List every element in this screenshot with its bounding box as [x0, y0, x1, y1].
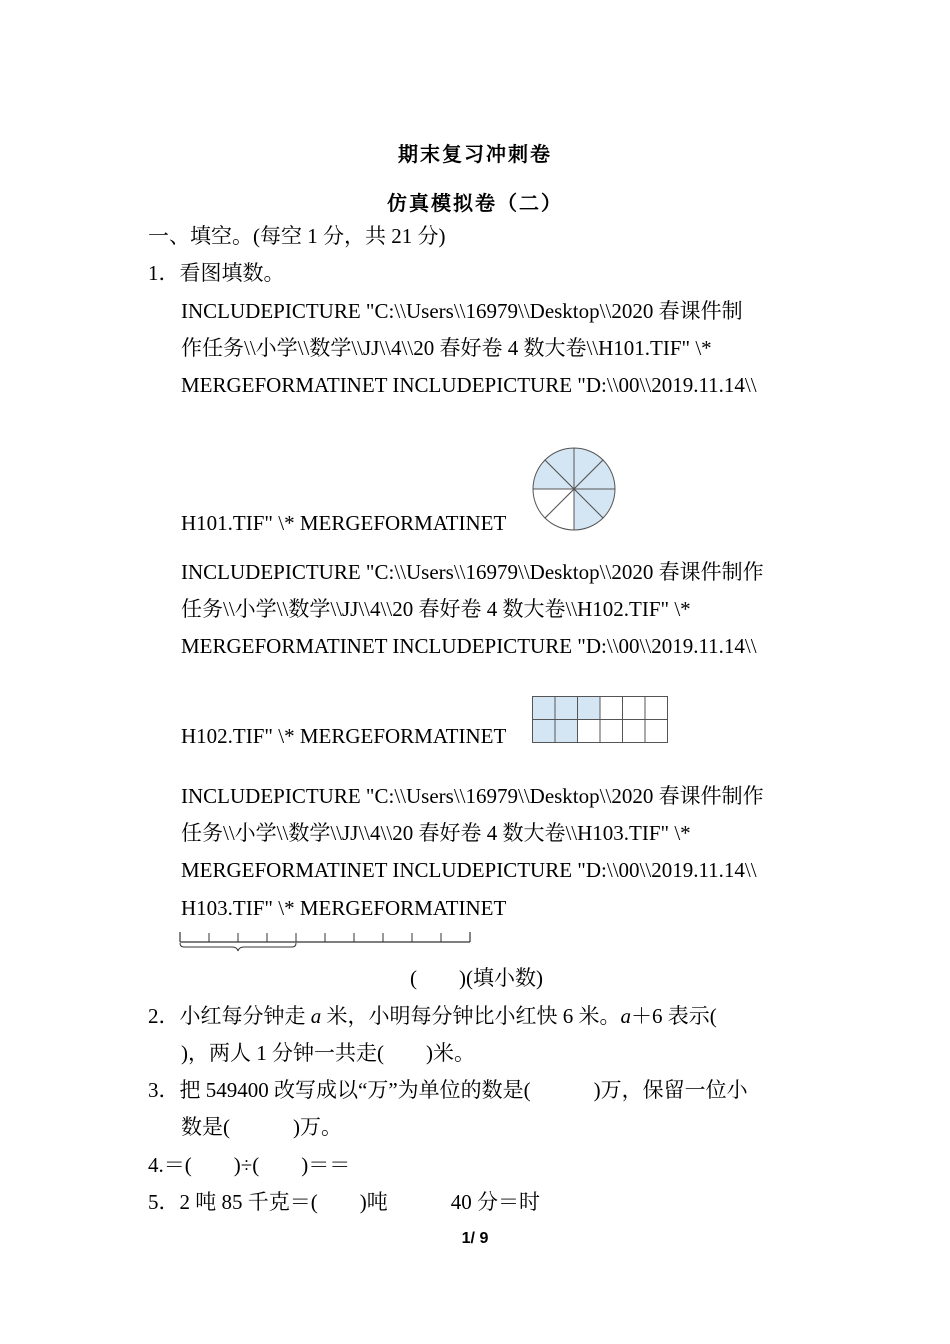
segment-brace [180, 943, 296, 951]
field-code-line: MERGEFORMATINET INCLUDEPICTURE "D:\\00\\2019.11.14\\ [181, 373, 757, 397]
grid-cell-shaded [533, 720, 556, 743]
grid-cell [645, 720, 668, 743]
grid-cell-shaded [555, 697, 578, 720]
question-2-line-2: )，两人 1 分钟一共走( )米。 [181, 1041, 475, 1065]
grid-cell [645, 697, 668, 720]
variable-a: a [620, 1004, 631, 1028]
grid-cell-shaded [555, 720, 578, 743]
field-code-line: H102.TIF" \* MERGEFORMATINET [181, 724, 507, 748]
grid-cell [600, 697, 623, 720]
circle-fraction-figure [531, 446, 617, 532]
field-code-line: H103.TIF" \* MERGEFORMATINET [181, 896, 507, 920]
question-4: 4.＝( )÷( )＝＝ [148, 1153, 351, 1177]
question-3-line-1: 3．把 549400 改写成以“万”为单位的数是( )万，保留一位小 [148, 1078, 748, 1102]
page-subtitle: 仿真模拟卷（二） [387, 191, 563, 215]
q2-text: 2．小红每分钟走 [148, 1004, 311, 1028]
question-5: 5．2 吨 85 千克＝( )吨 40 分＝时 [148, 1190, 540, 1214]
question-2-line-1 [148, 1002, 717, 1030]
field-code-line: MERGEFORMATINET INCLUDEPICTURE "D:\\00\\2019.11.14\\ [181, 858, 757, 882]
section-heading: 一、填空。(每空 1 分，共 21 分) [148, 224, 446, 248]
grid-cell-shaded [578, 697, 601, 720]
question-3-line-2: 数是( )万。 [181, 1115, 342, 1139]
figure-caption: ( )(填小数) [410, 966, 543, 990]
grid-cell [623, 697, 646, 720]
q2-text: 米，小明每分钟比小红快 6 米。 [321, 1004, 621, 1028]
variable-a: a [310, 1004, 322, 1028]
field-code-line: INCLUDEPICTURE "C:\\Users\\16979\\Desktop\\2020 春课件制作 [181, 560, 764, 584]
q2-text: ＋6 表示( [631, 1004, 717, 1028]
question-1-label: 1．看图填数。 [148, 261, 285, 285]
grid-fraction-figure [532, 696, 670, 744]
field-code-line: INCLUDEPICTURE "C:\\Users\\16979\\Desktop\\2020 春课件制 [181, 299, 743, 323]
page-number: 1/ 9 [461, 1230, 489, 1247]
field-code-line: INCLUDEPICTURE "C:\\Users\\16979\\Desktop\\2020 春课件制作 [181, 784, 764, 808]
field-code-line: 任务\\小学\\数学\\JJ\\4\\20 春好卷 4 数大卷\\H102.TIF" \* [181, 597, 691, 621]
page-title: 期末复习冲刺卷 [398, 142, 552, 166]
grid-cell [600, 720, 623, 743]
field-code-line: 任务\\小学\\数学\\JJ\\4\\20 春好卷 4 数大卷\\H103.TIF" \* [181, 821, 691, 845]
field-code-line: H101.TIF" \* MERGEFORMATINET [181, 511, 507, 535]
segment-line-figure [178, 928, 474, 954]
field-code-line: MERGEFORMATINET INCLUDEPICTURE "D:\\00\\2019.11.14\\ [181, 634, 757, 658]
grid-cell-shaded [533, 697, 556, 720]
field-code-line: 作任务\\小学\\数学\\JJ\\4\\20 春好卷 4 数大卷\\H101.TIF" \* [181, 336, 712, 360]
grid-cell [578, 720, 601, 743]
grid-cell [623, 720, 646, 743]
